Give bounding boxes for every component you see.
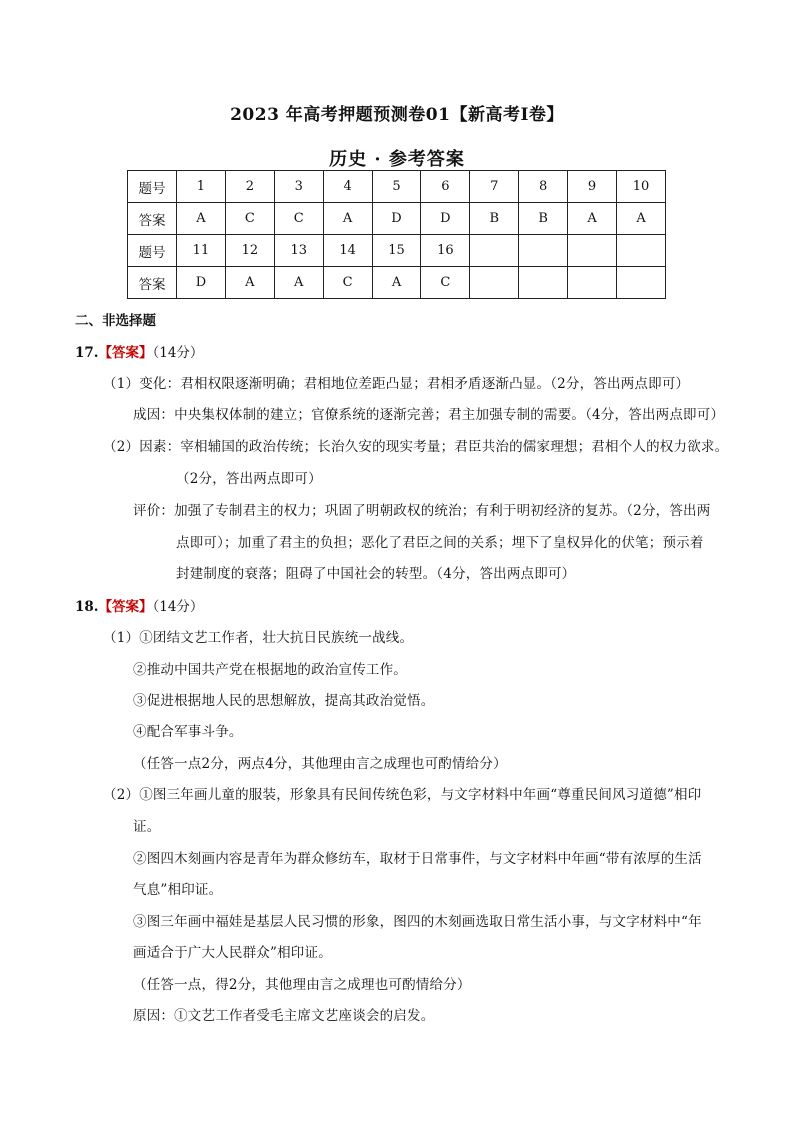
answer-table-cell: A	[568, 203, 617, 235]
answer-table-cell: A	[323, 203, 372, 235]
q17-line: 封建制度的衰落；阻碍了中国社会的转型。（4分，答出两点即可）	[176, 566, 576, 582]
answer-table-cell: 15	[372, 235, 421, 267]
answer-table-cell: 5	[372, 171, 421, 203]
answer-table-cell: D	[421, 203, 470, 235]
document-title: 2023 年高考押题预测卷01【新高考Ⅰ卷】	[230, 105, 564, 125]
answer-table-row	[128, 267, 666, 299]
answer-table-cell: 12	[225, 235, 274, 267]
answer-table-row	[128, 203, 666, 235]
question-18-header	[75, 595, 203, 615]
answer-table-cell	[519, 235, 568, 267]
answer-table-cell: B	[470, 203, 519, 235]
q17-line: （2分，答出两点即可）	[176, 471, 322, 487]
answer-table-row-label: 答案	[128, 203, 177, 235]
answer-table-cell: 8	[519, 171, 568, 203]
answer-table-cell	[470, 267, 519, 299]
answer-table-cell	[519, 267, 568, 299]
answer-table-cell: A	[225, 267, 274, 299]
answer-table-row	[128, 235, 666, 267]
answer-table-cell	[470, 235, 519, 267]
q18-line: ②推动中国共产党在根据地的政治宣传工作。	[133, 662, 407, 678]
q18-line: 画适合于广大人民群众”相印证。	[133, 945, 332, 961]
section-heading: 二、非选择题	[75, 313, 156, 329]
answer-table-cell: 2	[225, 171, 274, 203]
answer-table-cell: A	[177, 203, 226, 235]
answer-table-cell: 7	[470, 171, 519, 203]
answer-table-cell: C	[421, 267, 470, 299]
q17-line: 评价：加强了专制君主的权力；巩固了明朝政权的统治；有利于明初经济的复苏。（2分，答出两	[133, 503, 711, 519]
q18-line: ④配合军事斗争。	[133, 724, 243, 740]
answer-table-row	[128, 171, 666, 203]
question-number: 17.	[75, 345, 99, 361]
answer-table-cell: 4	[323, 171, 372, 203]
answer-table-cell: D	[177, 267, 226, 299]
question-number: 18.	[75, 599, 99, 615]
answer-table-cell: 11	[177, 235, 226, 267]
answer-table-title: 历史 · 参考答案	[329, 149, 465, 170]
answer-table-cell: 1	[177, 171, 226, 203]
answer-table-row-label: 题号	[128, 235, 177, 267]
answer-table-cell: D	[372, 203, 421, 235]
q18-line: （任答一点，得2分，其他理由言之成理也可酌情给分）	[133, 977, 471, 993]
answer-table-cell: C	[274, 203, 323, 235]
q18-line: （1）①团结文艺工作者，壮大抗日民族统一战线。	[103, 630, 414, 646]
question-17-header	[75, 341, 203, 361]
answer-table-cell: C	[323, 267, 372, 299]
q18-line: 原因：①文艺工作者受毛主席文艺座谈会的启发。	[133, 1008, 435, 1024]
q18-line: ②图四木刻画内容是青年为群众修纺车，取材于日常事件，与文字材料中年画“带有浓厚的生活	[133, 851, 702, 867]
answer-table-cell: 9	[568, 171, 617, 203]
answer-table-cell: A	[274, 267, 323, 299]
q17-line: 成因：中央集权体制的建立；官僚系统的逐渐完善；君主加强专制的需要。（4分，答出两点即可）	[133, 407, 725, 423]
q18-line: 证。	[133, 819, 161, 835]
q18-line: ③促进根据地人民的思想解放，提高其政治觉悟。	[133, 693, 435, 709]
question-score: （14分）	[152, 345, 204, 361]
q17-line: 点即可）；加重了君主的负担；恶化了君臣之间的关系；埋下了皇权异化的伏笔；预示着	[176, 535, 704, 551]
answer-table-cell: C	[225, 203, 274, 235]
q18-line: （2）①图三年画儿童的服装，形象具有民间传统色彩，与文字材料中年画“尊重民间风习道德”相印	[103, 787, 702, 803]
q18-line: 气息”相印证。	[133, 882, 223, 898]
answer-table-cell: 14	[323, 235, 372, 267]
q18-line: ③图三年画中福娃是基层人民习惯的形象，图四的木刻画选取日常生活小事，与文字材料中“年	[133, 914, 702, 930]
answer-table-cell	[568, 267, 617, 299]
answer-table-cell: 13	[274, 235, 323, 267]
answer-table-cell: B	[519, 203, 568, 235]
answer-table	[127, 170, 666, 299]
answer-table-cell	[617, 267, 666, 299]
answer-table-cell	[617, 235, 666, 267]
answer-table-row-label: 题号	[128, 171, 177, 203]
answer-table-cell: 3	[274, 171, 323, 203]
answer-table-cell	[568, 235, 617, 267]
answer-table-cell: 16	[421, 235, 470, 267]
q17-line: （2）因素：宰相辅国的政治传统；长治久安的现实考量；君臣共治的儒家理想；君相个人的权力欲求。	[103, 439, 729, 455]
answer-table-cell: A	[372, 267, 421, 299]
answer-table-row-label: 答案	[128, 267, 177, 299]
answer-tag: 【答案】	[98, 599, 153, 615]
answer-table-cell: A	[617, 203, 666, 235]
question-score: （14分）	[152, 599, 204, 615]
answer-table-cell: 10	[617, 171, 666, 203]
q18-line: （任答一点2分，两点4分，其他理由言之成理也可酌情给分）	[133, 756, 507, 772]
answer-tag: 【答案】	[98, 345, 153, 361]
answer-table-cell: 6	[421, 171, 470, 203]
q17-line: （1）变化：君相权限逐渐明确；君相地位差距凸显；君相矛盾逐渐凸显。（2分，答出两点即可）	[103, 376, 690, 392]
